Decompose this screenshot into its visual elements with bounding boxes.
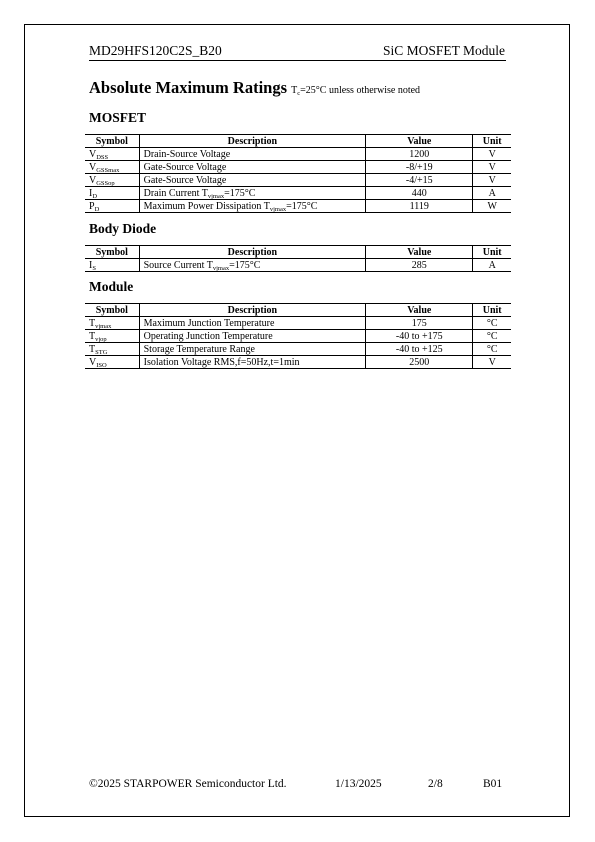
unit-cell: °C [473, 317, 511, 330]
table-row [85, 259, 511, 272]
symbol-letter: T [89, 343, 96, 355]
col-header-description: Description [139, 135, 366, 148]
section-title-module: Module [89, 279, 134, 294]
diode-table [85, 245, 511, 272]
cond-sub: c [297, 90, 301, 97]
description-text: Maximum Junction Temperature [143, 317, 275, 329]
table-row [85, 343, 511, 356]
header-row [85, 135, 511, 148]
unit-cell: W [473, 200, 511, 213]
description-text: Source Current T [143, 259, 213, 271]
description-cell [139, 148, 366, 161]
symbol-cell [85, 330, 139, 343]
unit-cell: V [473, 174, 511, 187]
symbol-cell [85, 161, 139, 174]
cond-prefix: T [291, 85, 298, 96]
col-header-value: Value [366, 304, 473, 317]
col-header-unit: Unit [473, 246, 511, 259]
table-row [85, 187, 511, 200]
description-text: Drain-Source Voltage [143, 148, 231, 160]
value-cell: 1119 [366, 200, 473, 213]
symbol-cell [85, 317, 139, 330]
description-cell [139, 174, 366, 187]
description-text: Operating Junction Temperature [143, 330, 273, 342]
footer-page: 2/8 [428, 778, 443, 790]
description-subscript: vjmax [207, 192, 225, 200]
unit-cell: V [473, 148, 511, 161]
symbol-letter: V [89, 161, 97, 173]
symbol-subscript: D [94, 205, 100, 213]
table-row [85, 356, 511, 369]
description-subscript: vjmax [212, 264, 230, 272]
symbol-letter: V [89, 148, 97, 160]
description-text: Gate-Source Voltage [143, 174, 227, 186]
symbol-letter: V [89, 174, 97, 186]
header-row [85, 304, 511, 317]
table-row [85, 148, 511, 161]
description-cell [139, 343, 366, 356]
symbol-subscript: DSS [96, 153, 109, 161]
value-cell: 1200 [366, 148, 473, 161]
footer-copyright: ©2025 STARPOWER Semiconductor Ltd. [89, 778, 287, 790]
symbol-cell [85, 200, 139, 213]
col-header-symbol: Symbol [85, 304, 139, 317]
header-rule [89, 60, 506, 61]
part-number: MD29HFS120C2S_B20 [89, 43, 222, 58]
symbol-subscript: ISO [96, 361, 107, 369]
symbol-cell [85, 259, 139, 272]
unit-cell: A [473, 259, 511, 272]
unit-cell: °C [473, 343, 511, 356]
symbol-cell [85, 356, 139, 369]
description-tail: =175°C [229, 259, 261, 271]
symbol-cell [85, 174, 139, 187]
symbol-letter: V [89, 356, 97, 368]
col-header-description: Description [139, 246, 366, 259]
symbol-letter: I [89, 187, 93, 199]
value-cell: 175 [366, 317, 473, 330]
title-main: Absolute Maximum Ratings [89, 78, 288, 97]
symbol-subscript: STG [95, 348, 108, 356]
symbol-cell [85, 187, 139, 200]
value-cell: -8/+19 [366, 161, 473, 174]
table-row [85, 161, 511, 174]
title-condition [291, 85, 420, 96]
symbol-subscript: S [92, 264, 96, 272]
description-text: Storage Temperature Range [143, 343, 255, 355]
module-table [85, 303, 511, 369]
symbol-subscript: vjop [95, 335, 107, 343]
unit-cell: A [473, 187, 511, 200]
value-cell: 2500 [366, 356, 473, 369]
description-cell [139, 259, 366, 272]
description-tail: =175°C [286, 200, 318, 212]
value-cell: -40 to +175 [366, 330, 473, 343]
description-cell [139, 330, 366, 343]
description-text: Isolation Voltage RMS,f=50Hz,t=1min [143, 356, 300, 368]
footer-revision: B01 [483, 778, 503, 790]
col-header-description: Description [139, 304, 366, 317]
product-type: SiC MOSFET Module [382, 43, 505, 58]
description-subscript: vjmax [269, 205, 287, 213]
col-header-unit: Unit [473, 135, 511, 148]
section-title-mosfet: MOSFET [89, 110, 147, 125]
mosfet-table [85, 134, 511, 213]
col-header-symbol: Symbol [85, 246, 139, 259]
table-row [85, 200, 511, 213]
description-tail: =175°C [224, 187, 256, 199]
description-text: Gate-Source Voltage [143, 161, 227, 173]
symbol-subscript: GSSmax [96, 166, 120, 174]
symbol-letter: I [89, 259, 93, 271]
header-row [85, 246, 511, 259]
value-cell: 440 [366, 187, 473, 200]
table-row [85, 174, 511, 187]
symbol-cell [85, 148, 139, 161]
value-cell: 285 [366, 259, 473, 272]
table-row [85, 330, 511, 343]
unit-cell: °C [473, 330, 511, 343]
symbol-letter: P [89, 200, 95, 212]
symbol-subscript: vjmax [95, 322, 112, 330]
table-row [85, 317, 511, 330]
description-cell [139, 356, 366, 369]
value-cell: -40 to +125 [366, 343, 473, 356]
description-cell [139, 200, 366, 213]
col-header-value: Value [366, 135, 473, 148]
unit-cell: V [473, 161, 511, 174]
section-title-diode: Body Diode [89, 221, 157, 236]
symbol-subscript: GSSop [96, 179, 115, 187]
description-text: Maximum Power Dissipation T [143, 200, 270, 212]
col-header-value: Value [366, 246, 473, 259]
description-cell [139, 317, 366, 330]
unit-cell: V [473, 356, 511, 369]
symbol-cell [85, 343, 139, 356]
col-header-unit: Unit [473, 304, 511, 317]
symbol-letter: T [89, 330, 96, 342]
symbol-subscript: D [92, 192, 98, 200]
description-cell [139, 187, 366, 200]
cond-suffix: =25°C unless otherwise noted [300, 85, 421, 96]
description-cell [139, 161, 366, 174]
symbol-letter: T [89, 317, 96, 329]
footer-date: 1/13/2025 [335, 778, 382, 790]
value-cell: -4/+15 [366, 174, 473, 187]
col-header-symbol: Symbol [85, 135, 139, 148]
page-title [89, 78, 420, 98]
description-text: Drain Current T [143, 187, 208, 199]
